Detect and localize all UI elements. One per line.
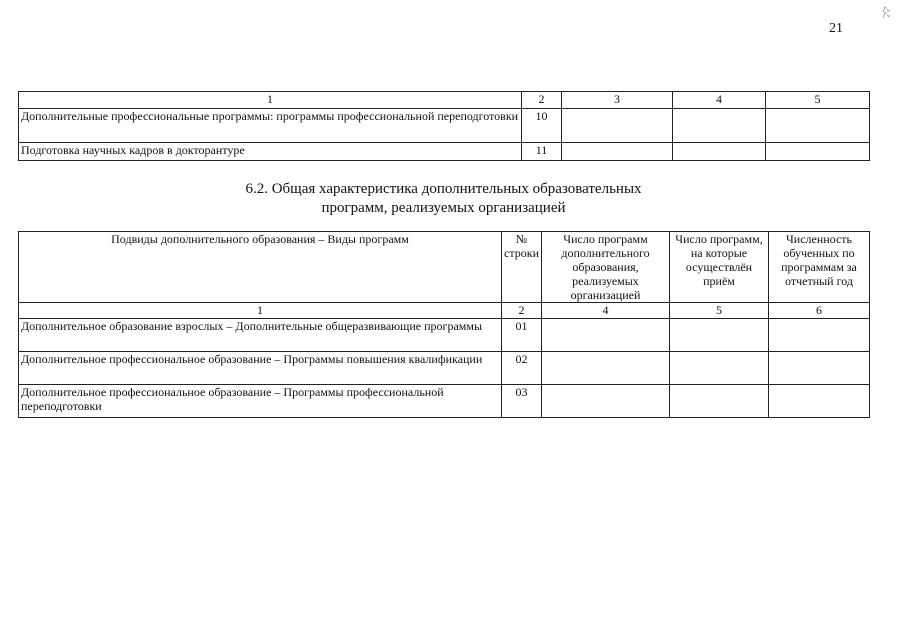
- row-line-number: 01: [502, 319, 542, 352]
- column-numbers-row: [19, 303, 870, 319]
- section-title: [18, 180, 869, 218]
- corner-stamp-mark: ՀՀ: [881, 6, 891, 17]
- row-line-number: 10: [522, 109, 562, 143]
- column-header-admission-count: Число программ, на которые осуществлён приём: [670, 232, 769, 303]
- column-header-trained-count: Численность обученных по программам за отчетный год: [769, 232, 870, 303]
- table-row: [19, 385, 870, 418]
- page-number: 21: [829, 21, 843, 36]
- column-number: 1: [19, 303, 502, 319]
- table-continuation: [18, 91, 870, 161]
- row-label: Дополнительные профессиональные программы: программы профессиональной переподготовки: [19, 109, 522, 143]
- empty-cell[interactable]: [562, 109, 673, 143]
- column-header-programs-count: Число программ дополнительного образования, реализуемых организацией: [542, 232, 670, 303]
- empty-cell[interactable]: [670, 352, 769, 385]
- empty-cell[interactable]: [673, 143, 766, 161]
- row-label: Подготовка научных кадров в докторантуре: [19, 143, 522, 161]
- column-header-line-number: № строки: [502, 232, 542, 303]
- header-cell: 1: [19, 92, 522, 109]
- header-cell: 3: [562, 92, 673, 109]
- table-row: [19, 352, 870, 385]
- header-cell: 5: [766, 92, 870, 109]
- row-line-number: 02: [502, 352, 542, 385]
- column-number: 4: [542, 303, 670, 319]
- empty-cell[interactable]: [766, 109, 870, 143]
- table-header-row: [19, 232, 870, 303]
- table-row: [19, 109, 870, 143]
- header-cell: 4: [673, 92, 766, 109]
- empty-cell[interactable]: [542, 385, 670, 418]
- table-row: [19, 319, 870, 352]
- empty-cell[interactable]: [673, 109, 766, 143]
- row-label: Дополнительное профессиональное образование – Программы повышения квалификации: [19, 352, 502, 385]
- table-row: [19, 143, 870, 161]
- empty-cell[interactable]: [670, 319, 769, 352]
- empty-cell[interactable]: [769, 385, 870, 418]
- column-number: 6: [769, 303, 870, 319]
- empty-cell[interactable]: [769, 352, 870, 385]
- empty-cell[interactable]: [542, 352, 670, 385]
- header-cell: 2: [522, 92, 562, 109]
- row-label: Дополнительное профессиональное образование – Программы профессиональной переподготовки: [19, 385, 502, 418]
- column-number: 2: [502, 303, 542, 319]
- row-line-number: 11: [522, 143, 562, 161]
- column-number: 5: [670, 303, 769, 319]
- empty-cell[interactable]: [766, 143, 870, 161]
- section-title-line: 6.2. Общая характеристика дополнительных образовательных: [245, 181, 642, 197]
- column-header-types: Подвиды дополнительного образования – Виды программ: [19, 232, 502, 303]
- table-header-row: [19, 92, 870, 109]
- section-title-line: программ, реализуемых организацией: [321, 200, 566, 216]
- empty-cell[interactable]: [542, 319, 670, 352]
- empty-cell[interactable]: [562, 143, 673, 161]
- empty-cell[interactable]: [769, 319, 870, 352]
- row-label: Дополнительное образование взрослых – Дополнительные общеразвивающие программы: [19, 319, 502, 352]
- row-line-number: 03: [502, 385, 542, 418]
- empty-cell[interactable]: [670, 385, 769, 418]
- programs-table: [18, 231, 870, 418]
